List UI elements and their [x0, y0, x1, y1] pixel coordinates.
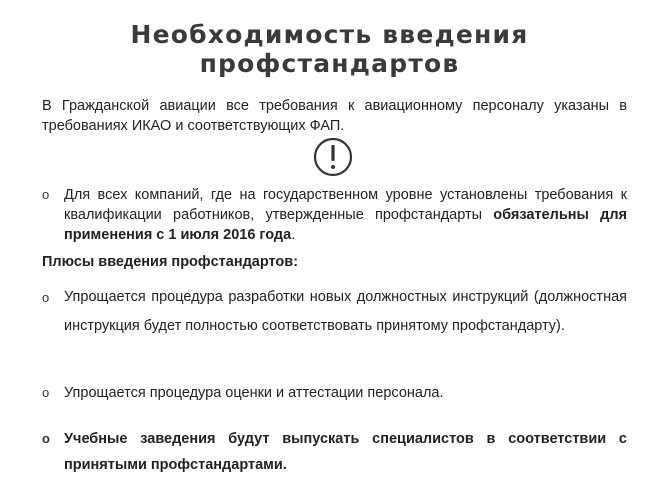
bullet-marker: o — [42, 385, 50, 400]
bullet-marker: o — [42, 431, 50, 446]
page-title — [0, 20, 659, 78]
title-line-1: Необходимость введения — [130, 20, 529, 49]
list-item-text: Упрощается процедура разработки новых должностных инструкций (должностная инструкция будет полностью соответствовать принятому профстандарту). — [64, 289, 627, 334]
list-item — [42, 426, 627, 478]
item-text: Для всех компаний, где на государственном уровне установлены требования к квалификации работников, утвержденные профстандарты — [64, 187, 627, 223]
title-line-2: профстандартов — [199, 49, 460, 78]
list-item-mandatory — [42, 185, 627, 245]
list-item — [42, 383, 627, 403]
list-item-text: Упрощается процедура оценки и аттестации персонала. — [64, 385, 444, 401]
item-bold-text: обязательны для применения с 1 июля 2016 года — [64, 207, 627, 243]
list-item — [42, 283, 627, 341]
bullet-marker: o — [42, 290, 50, 305]
item-text-end: . — [291, 227, 296, 243]
list-item-text: Учебные заведения будут выпускать специалистов в соответствии с принятыми профстандартами. — [64, 431, 627, 473]
exclamation-circle-icon — [313, 137, 353, 177]
intro-paragraph: В Гражданской авиации все требования к авиационному персоналу указаны в требованиях ИКАО и соответствующих ФАП. — [42, 98, 627, 134]
bullet-marker: o — [42, 187, 50, 202]
pluses-heading: Плюсы введения профстандартов: — [42, 254, 299, 270]
